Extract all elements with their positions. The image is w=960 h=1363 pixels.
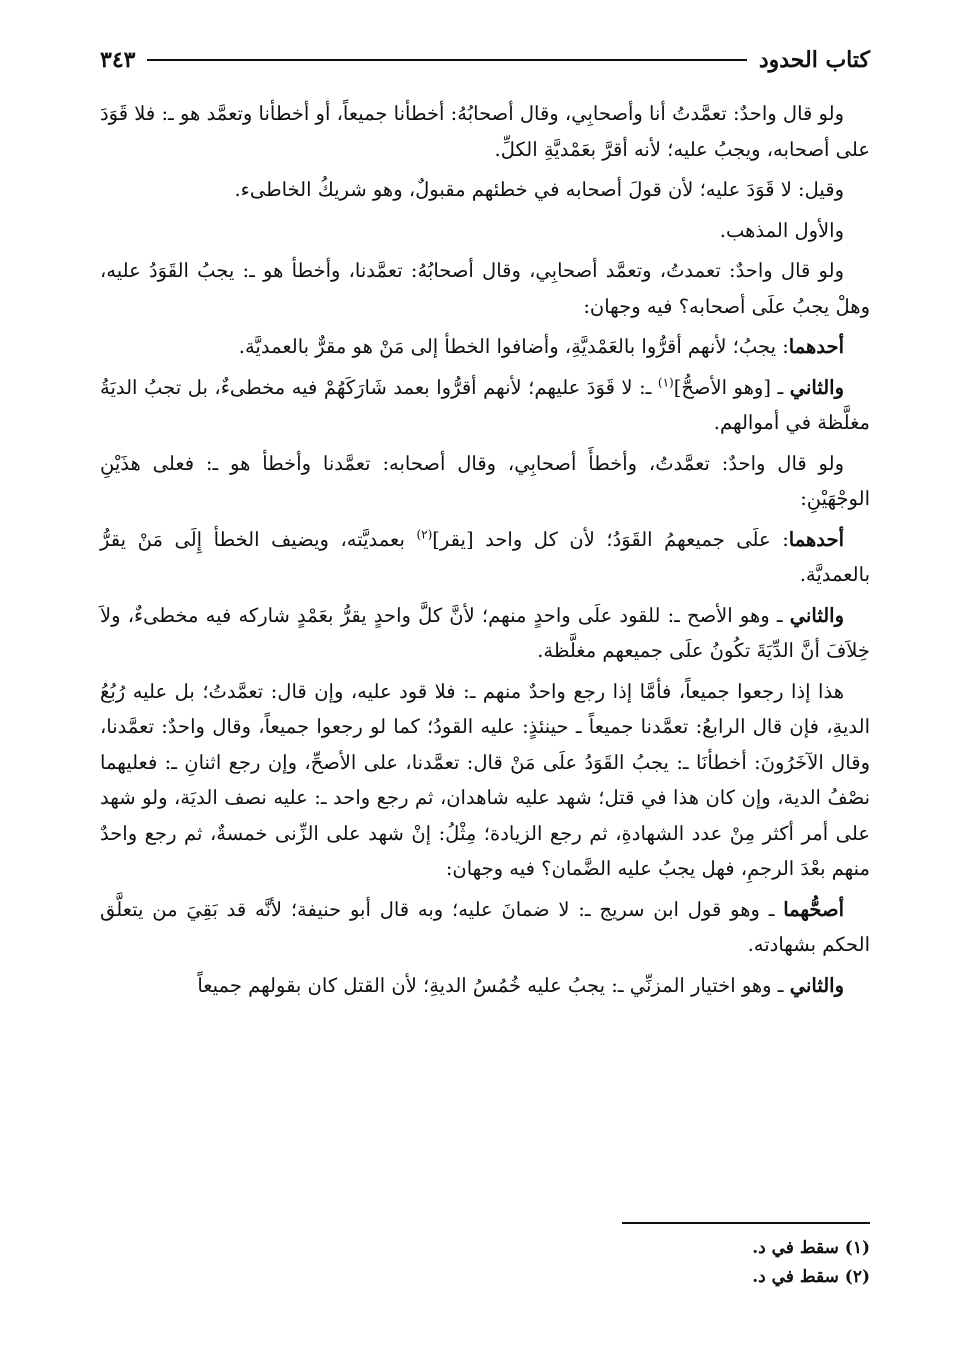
- footnote-rule: [622, 1222, 870, 1224]
- paragraph: ولو قال واحدٌ: تعمدتُ، وتعمَّد أصحابِي، وقال أصحابُهُ: تعمَّدنا، وأخطأ هو ـ: يجبُ القَوَدُ عليه، وهلْ يجبُ علَى أصحابه؟ فيه وجهان:: [100, 259, 870, 318]
- paragraph: والثاني ـ وهو الأصح ـ: للقود علَى واحدٍ منهم؛ لأنَّ كلَّ واحدٍ يقرُّ بعَمْدٍ شاركه فيه مخطىءٌ، ولاَ خِلاَفَ أنَّ الدِّيَةَ تكُونُ علَى جميعهم مغلَّظة.: [100, 603, 870, 662]
- header-rule: [147, 59, 746, 61]
- body-text: [100, 96, 870, 1003]
- paragraph: وقيل: لا قَوَدَ عليه؛ لأن قولَ أصحابه في خطئهم مقبولٌ، وهو شريكُ الخاطىء.: [234, 178, 844, 201]
- paragraph-lead: أصحُّهما: [783, 897, 844, 921]
- footnote-ref: (١): [657, 375, 674, 389]
- paragraph-lead: والثاني: [789, 375, 844, 399]
- paragraph: أصحُّهما ـ وهو قول ابن سريج ـ: لا ضمانَ عليه؛ وبه قال أبو حنيفة؛ لأنَّه قد بَقِيَ من يتعلَّق الحكم بشهادته.: [100, 897, 870, 956]
- paragraph: هذا إذا رجعوا جميعاً، فأمَّا إذا رجع واحدٌ منهم ـ: فلا قود عليه، وإن قال: تعمَّدتُ؛ بل عليه رُبُعُ الديةِ، فإن قال الرابعُ: تعمَّدنا جميعاً ـ حينئذٍ: عليه القودُ؛ كما لو رجعوا جميعاً، وقال واحدٌ: تعمَّدنا، وقال الآخَرُونَ: أخطأنَا ـ: يجبُ القَوَدُ علَى مَنْ قال: تعمَّدنا، على الأصحِّ، وإن رجع اثنانِ ـ: فعليهما نصْفُ الدية، وإن كان هذا في قتل؛ شهد عليه شاهدان، ثم رجع واحد ـ: عليه نصف الديَة، ولو شهد على أمر أكثر مِنْ عدد الشهادةِ، ثم رجع الزيادة؛ مِثْلُ: إنْ شهد على الزِّنى خمسةٌ، ثم رجع واحدٌ منهم بعْدَ الرجمِ، فهل يجبُ عليه الضَّمان؟ فيه وجهان:: [100, 679, 870, 880]
- footnote-ref: (٢): [416, 527, 433, 541]
- paragraph-lead: أحدهما: [788, 527, 844, 551]
- footnote: (١) سقط في د.: [752, 1238, 870, 1258]
- document-page: [100, 40, 870, 1340]
- paragraph: أحدهما: يجبُ؛ لأنهم أقرُّوا بالعَمْديَّةِ، وأضافوا الخطأ إلى مَنْ هو مقرٌّ بالعمديَّة.: [238, 335, 844, 358]
- chapter-title: كتاب الحدود: [758, 47, 870, 73]
- paragraph-lead: والثاني: [789, 973, 844, 997]
- paragraph-lead: والثاني: [789, 603, 844, 627]
- running-header: [100, 40, 870, 80]
- paragraph: والثاني ـ وهو اختيار المزنِّي ـ: يجبُ عليه خُمُسُ الديةِ؛ لأن القتل كان بقولهم جميعاً: [197, 973, 844, 997]
- footnotes: [100, 1222, 870, 1292]
- paragraph: أحدهما: علَى جميعهمُ القَوَدُ؛ لأن كل واحد [يقر]$^{(٢)}$ بعمديَّته، ويضيف الخطأ إِلَى مَنْ يقرُّ بالعمديَّة.: [100, 527, 870, 586]
- paragraph: ولو قال واحدٌ: تعمَّدتُ، وأخطأَ أصحابِي، وقال أصحابه: تعمَّدنا وأخطأ هو ـ: فعلى هذَيْنِ الوجْهَيْنِ:: [100, 451, 870, 510]
- page-number: ٣٤٣: [100, 47, 136, 73]
- paragraph: والأول المذهب.: [719, 218, 844, 242]
- paragraph-lead: أحدهما: [788, 335, 844, 358]
- paragraph: ولو قال واحدٌ: تعمَّدتُ أنا وأصحابِي، وقال أصحابُهُ: أخطأنا جميعاً، أو أخطأنا وتعمَّد هو ـ: فلا قَوَدَ على أصحابه، ويجبُ عليه؛ لأنه أقرَّ بعَمْديَّةِ الكلِّ.: [100, 102, 870, 161]
- paragraph: والثاني ـ [وهو الأصحُّ]$^{(١)}$ ـ: لا قَوَدَ عليهم؛ لأنهم أقرُّوا بعمد شَارَكَهُمْ فيه مخطىءٌ، بل تجبُ الديَةُ مغلَّظة في أموالهم.: [100, 375, 870, 434]
- footnote: (٢) سقط في د.: [752, 1267, 870, 1287]
